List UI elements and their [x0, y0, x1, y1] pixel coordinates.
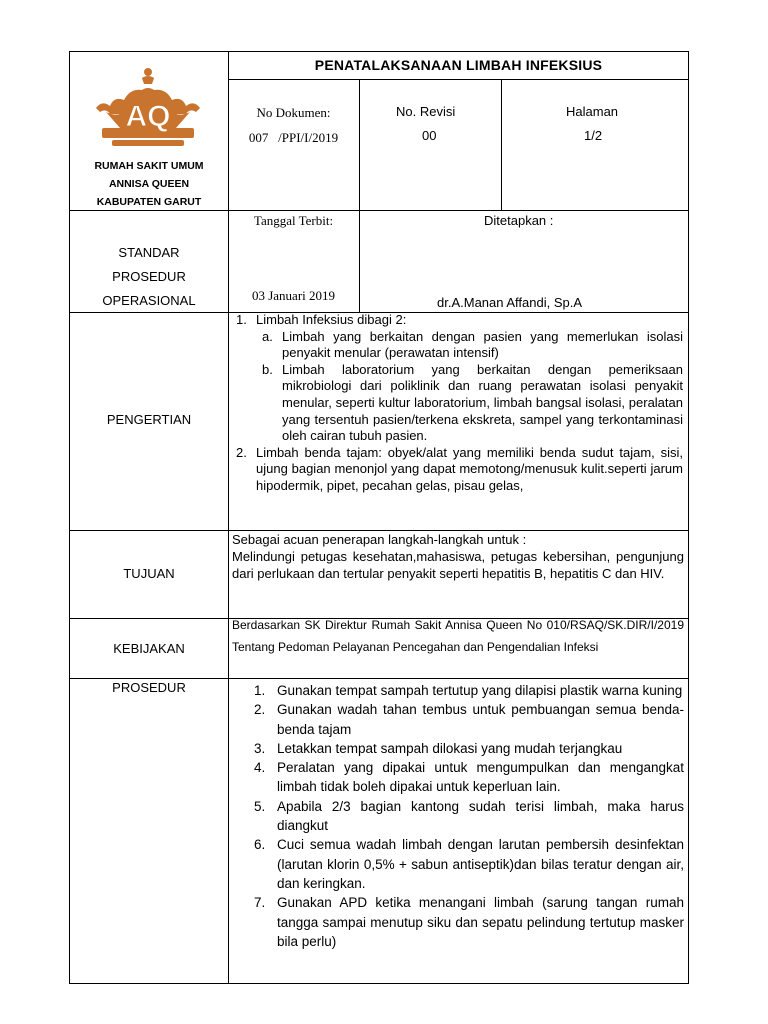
list-item	[232, 681, 684, 700]
list-item-text: Apabila 2/3 bagian kantong sudah terisi limbah, maka harus diangkut	[277, 798, 684, 834]
list-item-text: Limbah yang berkaitan dengan pasien yang memerlukan isolasi penyakit menular (perawatan intensif)	[282, 328, 683, 361]
list-item	[236, 445, 683, 495]
list-item-text: Gunakan tempat sampah tertutup yang dilapisi plastik warna kuning	[277, 683, 683, 698]
list-item	[232, 758, 684, 797]
hospital-name-line: ANNISA QUEEN	[108, 178, 190, 190]
list-mark: b.	[262, 361, 273, 377]
no-revisi-label: No. Revisi	[396, 104, 456, 119]
tujuan-text: Melindungi petugas kesehatan,mahasiswa, petugas kebersihan, pengunjung dari perlukaan dan tertular penyakit seperti hepatitis B, hepatitis C dan HIV.	[232, 549, 684, 581]
list-item-text: Peralatan yang dipakai untuk mengumpulkan dan mengangkat limbah tidak boleh dipakai untuk keperluan lain.	[277, 760, 684, 795]
list-item-text: Limbah Infeksius dibagi 2:	[256, 312, 407, 327]
list-number: 7.	[254, 895, 266, 911]
list-mark: a.	[262, 328, 273, 344]
sop-line: STANDAR	[118, 245, 180, 260]
list-number: 1.	[236, 312, 247, 327]
kebijakan-text: Berdasarkan SK Direktur Rumah Sakit Annisa Queen No 010/RSAQ/SK.DIR/I/2019 Tentang Pedoman Pelayanan Pencegahan dan Pengendalian Infeksi	[232, 618, 684, 654]
list-number: 1.	[254, 683, 266, 698]
hospital-name-line: KABUPATEN GARUT	[96, 196, 202, 208]
svg-text:AQ: AQ	[125, 100, 171, 133]
hospital-name	[70, 157, 228, 211]
list-number: 4.	[254, 760, 266, 776]
divider	[70, 678, 689, 679]
list-item	[232, 700, 684, 739]
divider	[228, 79, 689, 80]
prosedur-list	[232, 681, 684, 951]
pengertian-content	[236, 312, 683, 495]
halaman-value: 1/2	[584, 128, 603, 143]
tanggal-terbit-value: 03 Januari 2019	[251, 288, 336, 303]
ditetapkan-name: dr.A.Manan Affandi, Sp.A	[437, 295, 583, 310]
list-item-text: Gunakan wadah tahan tembus untuk pembuangan semua benda-benda tajam	[277, 702, 684, 737]
list-item	[236, 362, 683, 445]
crown-logo-icon	[92, 66, 204, 152]
no-dokumen-label: No Dokumen:	[256, 105, 331, 120]
no-dokumen-value: 007 /PPI/I/2019	[248, 130, 339, 145]
tujuan-label: TUJUAN	[123, 566, 175, 581]
kebijakan-label: KEBIJAKAN	[113, 641, 185, 656]
tanggal-terbit-label: Tanggal Terbit:	[253, 213, 334, 228]
list-number: 2.	[236, 444, 247, 460]
list-number: 2.	[254, 702, 266, 718]
hospital-logo	[92, 66, 204, 152]
no-revisi-value: 00	[422, 128, 437, 143]
divider	[228, 52, 229, 984]
halaman-label: Halaman	[566, 104, 619, 119]
list-item	[232, 797, 684, 836]
sop-line: OPERASIONAL	[102, 293, 196, 308]
list-item-text: Limbah benda tajam: obyek/alat yang memiliki benda sudut tajam, sisi, ujung bagian menonjol yang dapat memotong/menusuk kulit.seperti jarum hipodermik, pipet, pecahan gelas, pisau gelas,	[256, 444, 683, 493]
sop-document	[69, 51, 689, 984]
list-item-text: Gunakan APD ketika menangani limbah (sarung tangan rumah tangga sampai menutup siku dan sepatu pelindung tertutup masker bila perlu)	[277, 895, 684, 949]
pengertian-label: PENGERTIAN	[106, 412, 192, 427]
prosedur-label: PROSEDUR	[112, 680, 186, 695]
sop-line: PROSEDUR	[112, 269, 186, 284]
list-item	[232, 835, 684, 893]
ditetapkan-label: Ditetapkan :	[484, 213, 554, 228]
list-item	[232, 893, 684, 951]
list-item	[236, 329, 683, 362]
list-item-text: Letakkan tempat sampah dilokasi yang mudah terjangkau	[277, 740, 623, 756]
list-number: 5.	[254, 798, 266, 814]
list-item-text: Cuci semua wadah limbah dengan larutan pembersih desinfektan (larutan klorin 0,5% + sabun antiseptik)dan bilas teratur dengan air, dan keringkan.	[277, 837, 684, 891]
list-item	[236, 312, 683, 329]
list-number: 3.	[254, 740, 266, 756]
tujuan-intro: Sebagai acuan penerapan langkah-langkah untuk :	[232, 532, 527, 547]
tujuan-content	[232, 531, 684, 582]
divider	[501, 79, 502, 210]
divider	[359, 79, 360, 312]
list-item	[232, 739, 684, 758]
sop-label	[70, 241, 228, 313]
list-number: 6.	[254, 837, 266, 853]
hospital-name-line: RUMAH SAKIT UMUM	[94, 160, 204, 172]
document-title: PENATALAKSANAAN LIMBAH INFEKSIUS	[314, 57, 603, 73]
list-item-text: Limbah laboratorium yang berkaitan dengan pemeriksaan mikrobiologi dari poliklinik dan ruang perawatan isolasi penyakit menular, seperti kultur laboratorium, limbah bangsal isolasi, peralatan yang tersentuh pasien/terkena ekskreta, sampel yang terkontaminasi oleh cairan tubuh pasien.	[282, 361, 683, 444]
